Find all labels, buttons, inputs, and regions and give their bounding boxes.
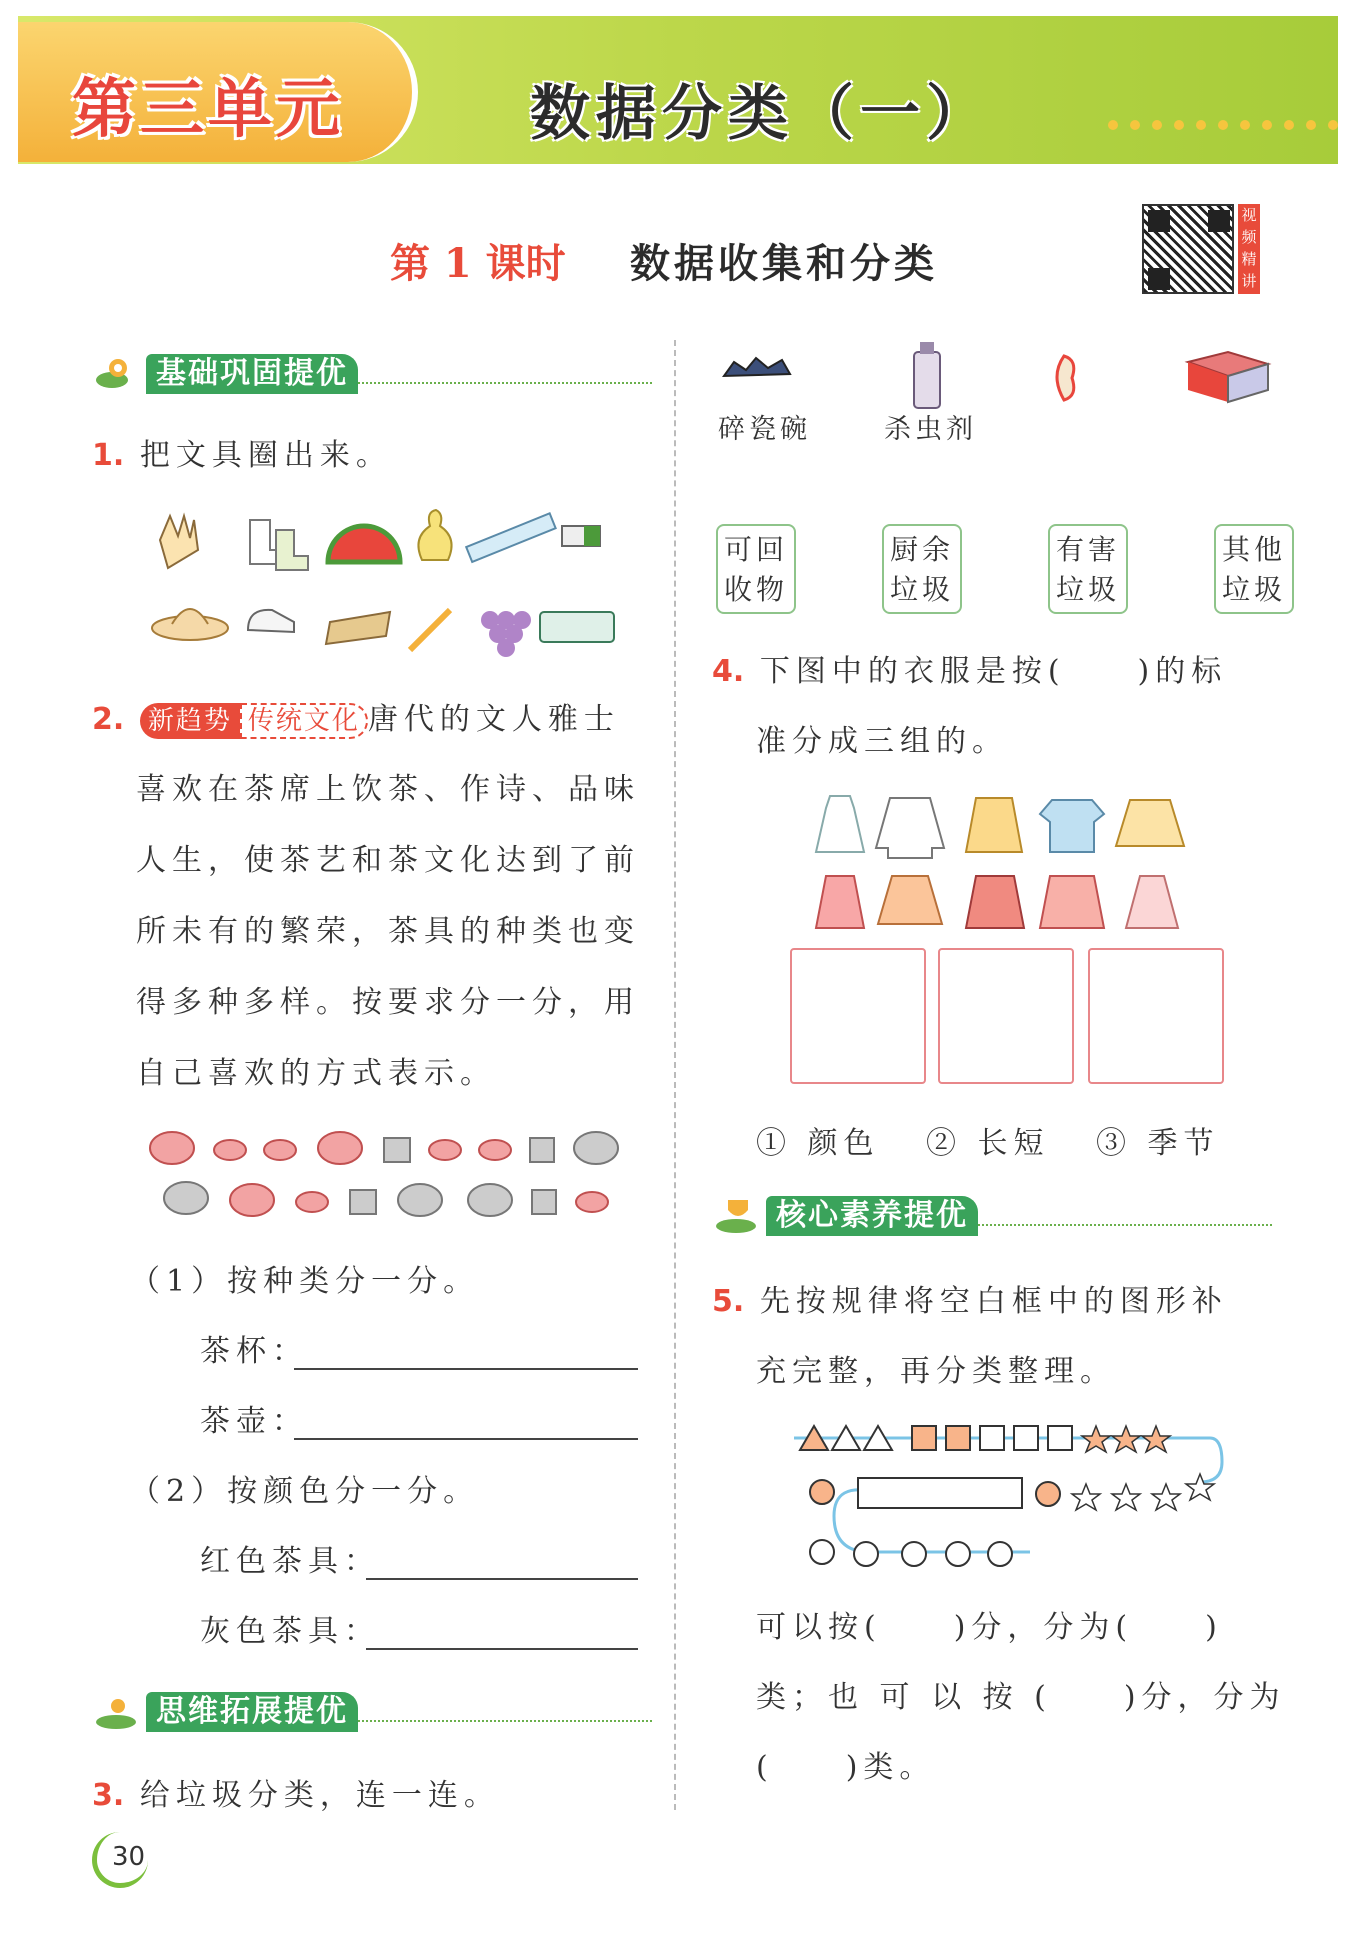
star-icon (1112, 1426, 1140, 1452)
question-2-line-6: 自己喜欢的方式表示。 (136, 1056, 496, 1091)
broken-bowl-icon (724, 358, 790, 376)
lesson-title: 数据收集和分类 (630, 240, 938, 287)
eraser-icon (562, 526, 600, 546)
section-thinking (92, 1692, 652, 1732)
circle-icon (810, 1540, 834, 1564)
teaware-picture (140, 1120, 630, 1230)
cup-red-icon (296, 1192, 328, 1212)
question-2-line-5: 得多种多样。按要求分一分，用 (136, 985, 640, 1020)
question-5-line-3: 可以按( )分，分为( ) (756, 1610, 1223, 1645)
pencil-case-icon (540, 612, 614, 642)
red-jacket-icon (966, 876, 1024, 928)
star-icon (1082, 1426, 1110, 1452)
teapot-gray-icon (398, 1184, 442, 1216)
option-season[interactable]: ③ 季节 (1096, 1126, 1220, 1161)
star-icon (1186, 1474, 1214, 1500)
q2-pots-answer-line[interactable] (294, 1438, 638, 1440)
question-2-line-2: 喜欢在茶席上饮茶、作诗、品味 (136, 772, 640, 807)
cardboard-box-icon (1188, 352, 1268, 402)
cup-red-icon (264, 1140, 296, 1160)
cup-gray-icon (530, 1138, 554, 1162)
chapter-title: 数据分类（一） (530, 79, 992, 149)
garbage-pictures (714, 342, 1304, 414)
video-tag: 视频精讲 (1238, 204, 1260, 294)
blank-box (858, 1478, 1022, 1508)
teapot-red-icon (150, 1132, 194, 1164)
cup-red-icon (576, 1192, 608, 1212)
star-icon (1142, 1426, 1170, 1452)
circle-icon (810, 1480, 834, 1504)
cup-gray-icon (384, 1138, 410, 1162)
question-2-line-3: 人生，使茶艺和茶文化达到了前 (136, 843, 640, 878)
q2-gray-answer-line[interactable] (366, 1648, 638, 1650)
cup-gray-icon (350, 1190, 376, 1214)
circle-icon (988, 1542, 1012, 1566)
socks-icon (250, 520, 308, 570)
sweater-icon (1116, 800, 1184, 846)
question-5-line-4: 类；也 可 以 按 ( )分，分为 (756, 1680, 1286, 1715)
q2-cups-answer-line[interactable] (294, 1368, 638, 1370)
question-2-line-4: 所未有的繁荣，茶具的种类也变 (136, 914, 640, 949)
bin-recyclable[interactable]: 可回 收物 (716, 524, 796, 614)
teapot-gray-icon (574, 1132, 618, 1164)
square-icon (1048, 1426, 1072, 1450)
lesson-number: 第 1 课时 (390, 240, 566, 287)
q2-red-label: 红色茶具： (200, 1544, 380, 1579)
q2-part-1: （1）按种类分一分。 (130, 1264, 480, 1299)
bin-other[interactable]: 其他 垃圾 (1214, 524, 1294, 614)
insecticide-icon (914, 342, 940, 408)
clothes-group-1 (790, 948, 926, 1084)
section-basic-title: 基础巩固提优 (146, 354, 358, 394)
orange-shirt-icon (878, 876, 942, 924)
square-icon (1014, 1426, 1038, 1450)
square-icon (946, 1426, 970, 1450)
section-basic (92, 354, 652, 394)
clothes-group-3 (1088, 948, 1224, 1084)
clothes-picture (800, 790, 1200, 940)
garbage-item-2: 杀虫剂 (884, 414, 977, 445)
new-trend-tag: 新趋势 (140, 703, 240, 739)
circle-icon (902, 1542, 926, 1566)
circle-icon (854, 1542, 878, 1566)
gear-leaf-icon (92, 354, 146, 394)
pink-dress-icon (816, 876, 864, 928)
question-4-line-2: 准分成三组的。 (756, 724, 1008, 759)
gloves-icon (160, 516, 198, 568)
question-5-line-1: 5. 先按规律将空白框中的图形补 (712, 1284, 1228, 1319)
teapot-gray-icon (468, 1184, 512, 1216)
teapot-red-icon (318, 1132, 362, 1164)
bin-kitchen[interactable]: 厨余 垃圾 (882, 524, 962, 614)
section-core-title: 核心素养提优 (766, 1196, 978, 1236)
question-5-line-2: 充完整，再分类整理。 (756, 1354, 1116, 1389)
pencil-icon (410, 610, 450, 650)
question-4-line-1: 4. 下图中的衣服是按( )的标 (712, 654, 1228, 689)
coat-icon (966, 798, 1022, 852)
q2-cups-label: 茶杯： (200, 1334, 308, 1369)
circle-icon (1036, 1482, 1060, 1506)
option-length[interactable]: ② 长短 (926, 1126, 1050, 1161)
pink-coat-icon (1040, 876, 1104, 928)
question-3: 3. 给垃圾分类，连一连。 (92, 1778, 500, 1813)
page-number: 30 (112, 1842, 146, 1872)
long-shirt-icon (876, 798, 944, 858)
clothes-group-2 (938, 948, 1074, 1084)
question-2-line-1: 2. 新趋势 传统文化 唐代的文人雅士 (92, 702, 620, 737)
section-thinking-title: 思维拓展提优 (146, 1692, 358, 1732)
scarf-icon (326, 612, 390, 644)
grapes-icon (481, 611, 531, 657)
square-icon (980, 1426, 1004, 1450)
cup-red-icon (214, 1140, 246, 1160)
q2-part-2: （2）按颜色分一分。 (130, 1474, 480, 1509)
q2-gray-label: 灰色茶具： (200, 1614, 380, 1649)
shoes-icon (248, 610, 294, 632)
garbage-item-1: 碎瓷碗 (718, 414, 811, 445)
qr-code-icon[interactable] (1142, 204, 1234, 294)
option-color[interactable]: ① 颜色 (756, 1126, 880, 1161)
dress-icon (816, 796, 864, 852)
tshirt-icon (1040, 800, 1104, 852)
circle-icon (946, 1542, 970, 1566)
cup-red-icon (429, 1140, 461, 1160)
teapot-gray-icon (164, 1182, 208, 1214)
stationery-picture-grid (150, 500, 650, 660)
teapot-red-icon (230, 1184, 274, 1216)
trophy-icon (712, 1196, 766, 1236)
square-icon (912, 1426, 936, 1450)
q2-pots-label: 茶壶： (200, 1404, 308, 1439)
q2-red-answer-line[interactable] (366, 1578, 638, 1580)
watermelon-icon (328, 526, 400, 562)
column-divider (674, 340, 676, 1810)
bin-hazardous[interactable]: 有害 垃圾 (1048, 524, 1128, 614)
culture-tag: 传统文化 (240, 703, 368, 739)
floral-dress-icon (1126, 876, 1178, 928)
question-1: 1. 把文具圈出来。 (92, 438, 392, 473)
sprout-icon (92, 1692, 146, 1732)
section-core (712, 1196, 1272, 1236)
cup-gray-icon (532, 1190, 556, 1214)
question-5-line-5: ( )类。 (756, 1750, 936, 1785)
star-icon (1112, 1484, 1140, 1510)
cup-red-icon (479, 1140, 511, 1160)
star-icon (1152, 1484, 1180, 1510)
pear-icon (418, 510, 451, 560)
star-icon (1072, 1484, 1100, 1510)
decorative-dots (1108, 120, 1350, 130)
ruler-icon (466, 513, 555, 562)
hat-icon (152, 609, 228, 640)
unit-title: 第三单元 (72, 73, 344, 147)
shape-sequence (790, 1412, 1230, 1572)
apple-core-icon (1057, 356, 1074, 400)
